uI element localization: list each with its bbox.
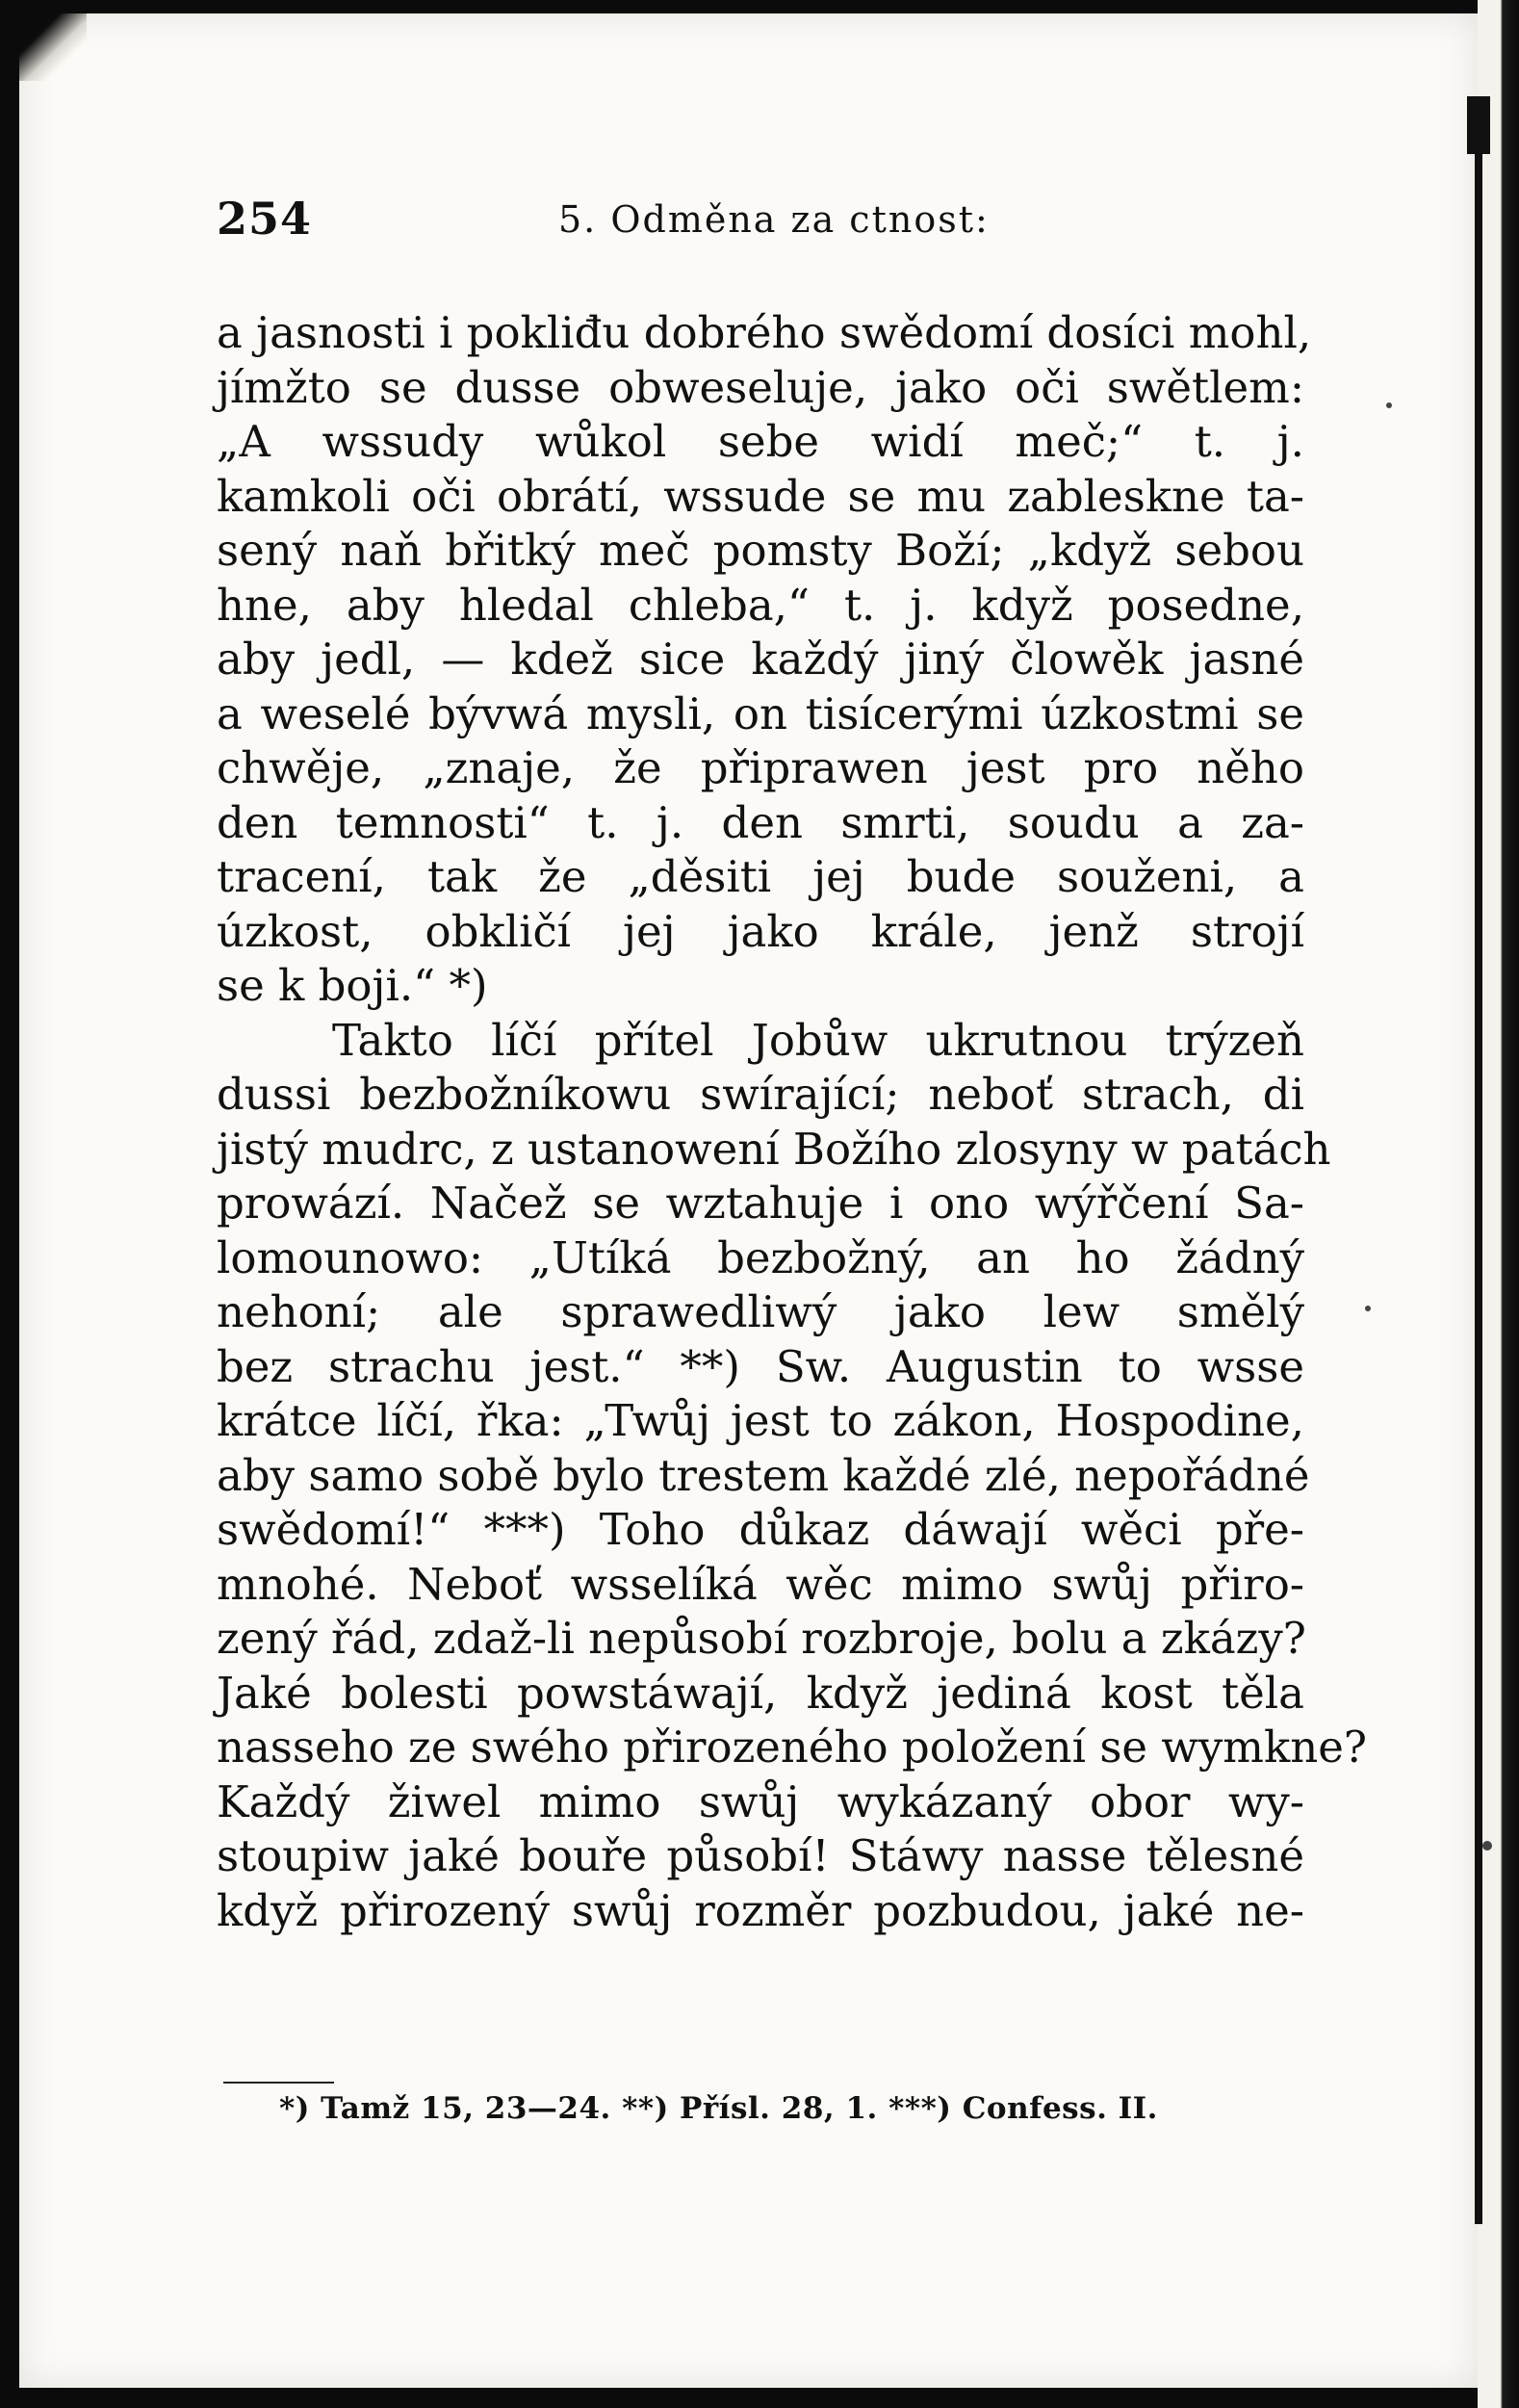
text-line: den temnosti“ t. j. den smrti, soudu a za-	[217, 796, 1304, 848]
page-corner	[19, 13, 87, 81]
text-line: Takto líčí přítel Jobůw ukrutnou trýzeň	[332, 1014, 1304, 1066]
footnotes: *) Tamž 15, 23—24. **) Přísl. 28, 1. ***) Confess. II.	[279, 2091, 1158, 2126]
text-line: lomounowo: „Utíká bezbožný, an ho žádný	[217, 1231, 1304, 1283]
text-line: kamkoli oči obrátí, wssude se mu zableskne ta-	[217, 470, 1304, 522]
body-text	[217, 306, 1367, 1938]
text-line: Každý žiwel mimo swůj wykázaný obor wy-	[217, 1775, 1304, 1827]
text-line: zený řád, zdaž-li nepůsobí rozbroje, bolu a zkázy?	[217, 1613, 1306, 1664]
footnote-rule	[223, 2082, 334, 2084]
text-line: a jasnosti i pokliđu dobrého swědomí dosíci mohl,	[217, 307, 1312, 358]
binding-shadow	[1475, 154, 1482, 2224]
text-line: nasseho ze swého přirozeného položení se wymkne?	[217, 1722, 1367, 1773]
margin-speck	[1386, 402, 1392, 408]
text-line: mnohé. Neboť wsselíká wěc mimo swůj přiro-	[217, 1558, 1304, 1610]
text-line: hne, aby hledal chleba,“ t. j. když posedne,	[217, 579, 1304, 631]
text-line: chwěje, „znaje, že připrawen jest pro něho	[217, 742, 1304, 793]
text-line: když přirozený swůj rozměr pozbudou, jaké ne-	[217, 1884, 1304, 1936]
margin-speck	[1365, 1306, 1371, 1311]
text-line: prowází. Načež se wztahuje i ono wýřčení Sa-	[217, 1178, 1304, 1229]
text-line: krátce líčí, řka: „Twůj jest to zákon, Hospodine,	[217, 1395, 1304, 1446]
text-line: aby samo sobě bylo trestem každé zlé, nepořádné	[217, 1449, 1310, 1501]
text-line: sený naň břitký meč pomsty Boží; „když sebou	[217, 525, 1304, 576]
text-line: bez strachu jest.“ **) Sw. Augustin to wsse	[217, 1340, 1304, 1392]
page-number: 254	[217, 193, 313, 245]
text-line: tracení, tak že „děsiti jej bude souženi, a	[217, 851, 1304, 902]
text-line: swědomí!“ ***) Toho důkaz dáwají wěci pře-	[217, 1504, 1304, 1555]
margin-speck	[1482, 1841, 1492, 1851]
binding-mark	[1467, 96, 1490, 154]
text-line: a weselé bývwá mysli, on tisícerými úzkostmi se	[217, 687, 1304, 739]
text-line: „A wssudy wůkol sebe widí meč;“ t. j.	[217, 416, 1304, 467]
text-line: dussi bezbožníkowu swírající; neboť strach, di	[217, 1069, 1304, 1120]
text-line: stoupiw jaké bouře působí! Stáwy nasse tělesné	[217, 1830, 1304, 1881]
text-line: se k boji.“ *)	[217, 960, 488, 1011]
page-header	[217, 193, 1304, 260]
text-line: Jaké bolesti powstáwají, když jediná kost těla	[217, 1667, 1304, 1719]
text-line: aby jedl, — kdež sice každý jiný člowěk jasné	[217, 634, 1304, 685]
text-line: jistý mudrc, z ustanowení Božího zlosyny w patách	[217, 1123, 1331, 1175]
page-edge	[1478, 0, 1519, 2408]
running-title: 5. Odměna za ctnost:	[558, 198, 990, 241]
text-line: jímžto se dusse obweseluje, jako oči swětlem:	[217, 361, 1304, 413]
text-line: nehoní; ale sprawedliwý jako lew smělý	[217, 1286, 1304, 1337]
text-line: úzkost, obkličí jej jako krále, jenž strojí	[217, 905, 1304, 957]
